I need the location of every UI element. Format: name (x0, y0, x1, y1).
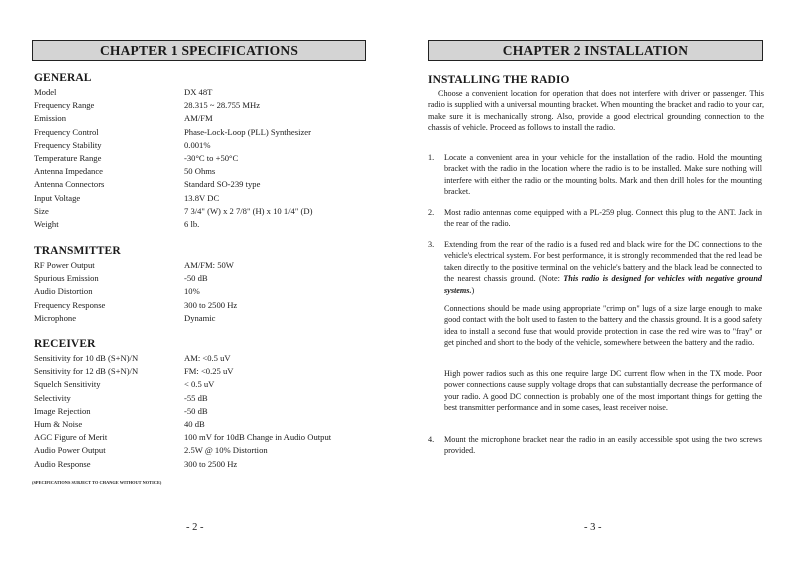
step-1-number: 1. (428, 153, 435, 162)
receiver-spec-row (34, 365, 374, 378)
receiver-spec-row (34, 431, 374, 444)
receiver-spec-row (34, 418, 374, 431)
step-3-paragraph-2: Connections should be made using appropriate "crimp on" lugs of a size large enough to make good contact with the bolt used to fasten to the battery and the chassis ground. It is a good safety idea to install a second fuse that would provide protection in case the red wire was to "fray" or get pinched and short to the body of the vehicle, somewhere between the battery and the radio. (444, 304, 762, 348)
step-2-text: Most radio antennas come equipped with a PL-259 plug. Connect this plug to the ANT. Jack in the rear of the radio. (444, 208, 762, 229)
transmitter-spec-table (34, 259, 374, 325)
spec-label: Spurious Emission (34, 273, 99, 284)
spec-value: 100 mV for 10dB Change in Audio Output (184, 432, 332, 443)
step-1-text: Locate a convenient area in your vehicle for the installation of the radio. Hold the mounting bracket with the radio in the location where the radio is to be installed. Make sure nothing will interfere with either the radio or the mounting bolts. Mark and then drill holes for the mounting bracket. (444, 153, 762, 197)
general-spec-row (34, 178, 374, 191)
spec-value: -50 dB (184, 273, 208, 284)
spec-label: Emission (34, 113, 66, 124)
spec-label: AGC Figure of Merit (34, 432, 108, 443)
spec-label: Sensitivity for 10 dB (S+N)/N (34, 353, 139, 363)
transmitter-spec-row (34, 312, 374, 325)
spec-label: Image Rejection (34, 405, 91, 416)
general-spec-row (34, 126, 374, 139)
spec-value: AM: <0.5 uV (184, 353, 231, 363)
page-number-right: - 3 - (584, 522, 602, 533)
spec-label: Antenna Connectors (34, 179, 105, 190)
spec-label: Temperature Range (34, 152, 102, 163)
step-3 (428, 239, 762, 296)
spec-value: 300 to 2500 Hz (184, 299, 238, 310)
receiver-spec-row (34, 378, 374, 391)
spec-value: Phase-Lock-Loop (PLL) Synthesizer (184, 126, 311, 137)
spec-value: < 0.5 uV (184, 379, 215, 390)
chapter-1-title: CHAPTER 1 SPECIFICATIONS (32, 40, 366, 61)
spec-value: 6 lb. (184, 218, 200, 229)
spec-value: AM/FM (184, 113, 213, 124)
spec-value: Standard SO-239 type (184, 179, 261, 190)
transmitter-spec-row (34, 259, 374, 272)
general-spec-row (34, 192, 374, 205)
spec-label: Audio Distortion (34, 286, 93, 297)
spec-label: Size (34, 205, 49, 216)
step-3-text (444, 239, 762, 296)
spec-label: Squelch Sensitivity (34, 379, 101, 390)
step-2 (428, 207, 762, 230)
step-3-note: This radio is designed for vehicles with negative ground systems. (444, 274, 762, 295)
transmitter-spec-row (34, 299, 374, 312)
general-spec-row (34, 165, 374, 178)
step-4-text: Mount the microphone bracket near the radio in an easily accessible spot using the two screws provided. (444, 435, 762, 456)
receiver-spec-row (34, 458, 374, 471)
general-spec-row (34, 205, 374, 218)
step-3-paragraph-3: High power radios such as this one require large DC current flow when in the TX mode. Poor power connections cause supply voltage drops that can substantially decrease the performance of your radio. A good DC connection is probably one of the most important things for getting the best transmitter performance and in some cases, least receiver noise. (444, 369, 762, 413)
general-spec-row (34, 99, 374, 112)
transmitter-heading: TRANSMITTER (34, 245, 121, 257)
receiver-heading: RECEIVER (34, 338, 96, 350)
spec-label: Audio Power Output (34, 445, 106, 456)
spec-value: 7 3/4" (W) x 2 7/8" (H) x 10 1/4" (D) (184, 205, 313, 216)
receiver-spec-row (34, 392, 374, 405)
spec-label: Input Voltage (34, 192, 81, 203)
step-4-number: 4. (428, 435, 435, 444)
spec-label: Frequency Range (34, 100, 95, 111)
spec-label: RF Power Output (34, 260, 95, 270)
general-spec-row (34, 86, 374, 99)
specifications-footnote: (SPECIFICATIONS SUBJECT TO CHANGE WITHOUT NOTICE) (32, 480, 162, 485)
receiver-spec-row (34, 405, 374, 418)
spec-label: Sensitivity for 12 dB (S+N)/N (34, 366, 139, 377)
chapter-2-title: CHAPTER 2 INSTALLATION (428, 40, 763, 61)
general-spec-row (34, 139, 374, 152)
spec-label: Selectivity (34, 392, 71, 403)
spec-value: FM: <0.25 uV (184, 366, 234, 377)
right-page (396, 0, 792, 561)
spec-label: Audio Response (34, 458, 91, 469)
general-spec-row (34, 152, 374, 165)
spec-value: -30°C to +50°C (184, 152, 239, 163)
spec-label: Frequency Response (34, 299, 106, 310)
spec-label: Antenna Impedance (34, 166, 103, 177)
spec-value: 28.315 ~ 28.755 MHz (184, 100, 261, 111)
spec-value: Dynamic (184, 312, 216, 323)
spec-value: -55 dB (184, 392, 208, 403)
spec-value: 0.001% (184, 139, 211, 150)
spec-value: 10% (184, 286, 200, 297)
step-3-number: 3. (428, 240, 435, 249)
spec-label: Hum & Noise (34, 418, 83, 429)
general-spec-row (34, 112, 374, 125)
spec-value: -50 dB (184, 405, 208, 416)
step-1 (428, 152, 762, 198)
step-2-number: 2. (428, 208, 435, 217)
spec-label: Weight (34, 218, 59, 229)
left-page (0, 0, 396, 561)
spec-label: Frequency Stability (34, 139, 102, 150)
general-heading: GENERAL (34, 72, 92, 84)
step-3-text-main: Extending from the rear of the radio is a fused red and black wire for the DC connections to the vehicle's electrical system. For best performance, it is strongly recommended that the red lead be taken directly to the positive terminal on the vehicle's battery and the black lead be connected to the nearest chassis ground. (Note: (444, 240, 762, 284)
page-number-left: - 2 - (186, 522, 204, 533)
installing-heading: INSTALLING THE RADIO (428, 74, 570, 86)
spec-label: Microphone (34, 312, 77, 323)
spec-value: AM/FM: 50W (184, 260, 234, 270)
spec-value: 2.5W @ 10% Distortion (184, 445, 268, 456)
transmitter-spec-row (34, 272, 374, 285)
spec-label: Model (34, 87, 57, 97)
spec-value: 40 dB (184, 418, 205, 429)
receiver-spec-table (34, 352, 374, 471)
spec-value: 50 Ohms (184, 166, 216, 177)
spec-value: 13.8V DC (184, 192, 220, 203)
step-4 (428, 434, 762, 457)
step-3-text-after: ) (471, 285, 475, 295)
general-spec-table (34, 86, 374, 231)
spec-value: DX 48T (184, 87, 213, 97)
receiver-spec-row (34, 444, 374, 457)
receiver-spec-row (34, 352, 374, 365)
intro-paragraph: Choose a convenient location for operation that does not interfere with driver or passenger. This radio is supplied with a universal mounting bracket. When mounting the bracket and radio to your car, make sure it is mechanically strong. Also, provide a good electrical grounding connection to the chassis of vehicle. Proceed as follows to install the radio. (428, 89, 764, 133)
spec-label: Frequency Control (34, 126, 99, 137)
spec-value: 300 to 2500 Hz (184, 458, 238, 469)
general-spec-row (34, 218, 374, 231)
transmitter-spec-row (34, 285, 374, 298)
